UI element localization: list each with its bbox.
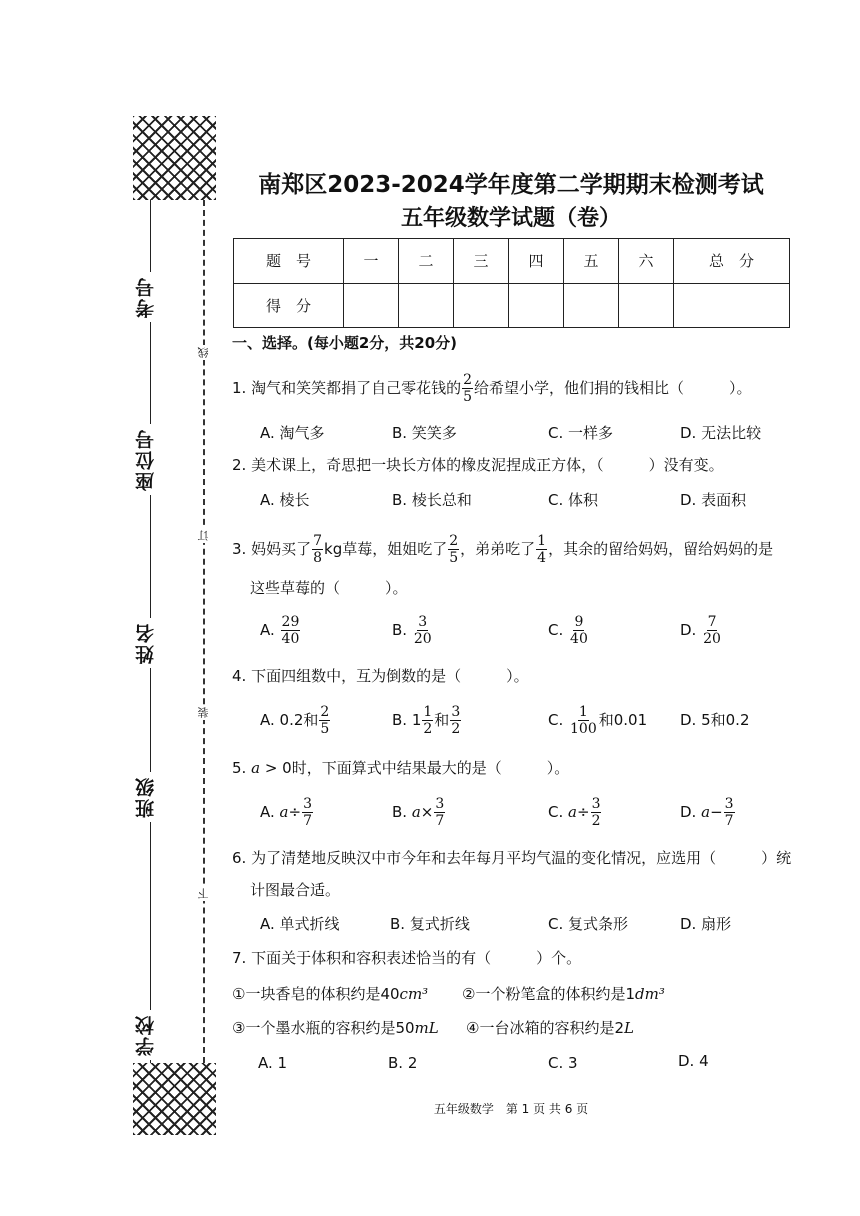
- fraction-numerator: 3: [418, 614, 428, 630]
- q5-option-c[interactable]: [548, 796, 602, 829]
- q5-option-a[interactable]: [260, 796, 314, 829]
- q7-item-4: [466, 1018, 634, 1038]
- question-1: [232, 372, 792, 405]
- q4-option-d[interactable]: D. 5和0.2: [680, 711, 750, 729]
- fraction-denominator: 5: [463, 389, 473, 405]
- score-table-header-row: [234, 239, 790, 284]
- item-text: ③一个墨水瓶的容积约是50: [232, 1019, 415, 1037]
- item-unit: mL: [414, 1019, 439, 1037]
- q3-option-d[interactable]: [680, 614, 723, 647]
- q2-option-d[interactable]: D. 表面积: [680, 491, 747, 509]
- question-6: 6. 为了清楚地反映汉中市今年和去年每月平均气温的变化情况，应选用（ ）统: [232, 849, 792, 867]
- seat-number-label: 座位号: [132, 424, 166, 495]
- q7-item-3: [232, 1018, 439, 1038]
- item-unit: L: [624, 1019, 634, 1037]
- fraction: [413, 614, 433, 647]
- fraction-numerator: 7: [313, 533, 323, 549]
- q5-number: 5.: [232, 759, 247, 777]
- q5-option-d[interactable]: [680, 796, 736, 829]
- score-cell[interactable]: [619, 283, 674, 328]
- exam-number-label: 考号: [132, 272, 166, 322]
- option-label: A.: [260, 803, 275, 821]
- fraction: [536, 533, 547, 566]
- fraction-denominator: 5: [449, 550, 459, 566]
- variable-a: a: [279, 803, 289, 821]
- fraction-denominator: 40: [570, 631, 588, 647]
- fraction: [312, 533, 323, 566]
- question-3-line-2: 这些草莓的（ ）。: [250, 579, 408, 597]
- fraction: [450, 704, 461, 737]
- fraction-denominator: 2: [423, 721, 433, 737]
- option-label: D.: [680, 803, 697, 821]
- option-label: C.: [548, 803, 564, 821]
- fraction: [569, 614, 589, 647]
- exam-title: 南郑区2023-2024学年度第二学期期末检测考试: [258, 172, 764, 198]
- fraction-denominator: 100: [570, 721, 597, 737]
- fraction-numerator: 1: [537, 533, 547, 549]
- class-label: 班级: [132, 772, 166, 822]
- fraction-denominator: 7: [435, 813, 445, 829]
- q7-item-2: [462, 984, 665, 1004]
- binding-mark-staple: 订: [197, 530, 210, 541]
- score-cell[interactable]: [454, 283, 509, 328]
- score-cell[interactable]: [509, 283, 564, 328]
- fraction-numerator: 1: [578, 704, 588, 720]
- fraction-numerator: 3: [451, 704, 461, 720]
- q4-option-a[interactable]: [260, 704, 331, 737]
- fraction-numerator: 2: [449, 533, 459, 549]
- q6-option-d[interactable]: D. 扇形: [680, 915, 732, 933]
- q2-option-b[interactable]: B. 棱长总和: [392, 491, 472, 509]
- q5-text: > 0时，下面算式中结果最大的是（ ）。: [260, 759, 570, 777]
- option-text: 和0.01: [598, 711, 648, 729]
- fraction-numerator: 29: [281, 614, 300, 630]
- fraction: [302, 796, 313, 829]
- fraction: [422, 704, 433, 737]
- item-unit: dm³: [635, 985, 665, 1003]
- fraction-denominator: 4: [537, 550, 547, 566]
- q3-option-a[interactable]: [260, 614, 301, 647]
- operator: ÷: [288, 803, 302, 821]
- item-text: ②一个粉笔盒的体积约是1: [462, 985, 635, 1003]
- question-6-line-2: 计图最合适。: [250, 881, 341, 899]
- q6-option-b[interactable]: B. 复式折线: [390, 915, 470, 933]
- option-label: B.: [392, 621, 408, 639]
- item-text: ①一块香皂的体积约是40: [232, 985, 400, 1003]
- variable-a: a: [411, 803, 421, 821]
- q3-option-b[interactable]: [392, 614, 434, 647]
- fraction: [319, 704, 330, 737]
- operator: −: [710, 803, 723, 821]
- score-cell[interactable]: [674, 283, 790, 328]
- question-5: [232, 758, 792, 778]
- fraction-numerator: 3: [591, 796, 601, 812]
- q3-text-2: kg草莓，姐姐吃了: [324, 540, 448, 558]
- question-7: 7. 下面关于体积和容积表述恰当的有（ ）个。: [232, 949, 582, 967]
- q3-option-c[interactable]: [548, 614, 590, 647]
- q1-text-post: 给希望小学，他们捐的钱相比（ ）。: [474, 379, 752, 397]
- fraction-numerator: 2: [320, 704, 330, 720]
- fraction-denominator: 20: [413, 631, 432, 647]
- fraction-denominator: 2: [591, 813, 601, 829]
- q7-option-d[interactable]: D. 4: [678, 1052, 709, 1070]
- q7-option-b[interactable]: B. 2: [388, 1054, 418, 1072]
- option-label: C.: [548, 621, 564, 639]
- score-cell[interactable]: [564, 283, 619, 328]
- question-2: 2. 美术课上，奇思把一块长方体的橡皮泥捏成正方体，（ ）没有变。: [232, 456, 724, 474]
- score-cell[interactable]: [399, 283, 454, 328]
- q2-option-a[interactable]: A. 棱长: [260, 491, 310, 509]
- fraction-numerator: 2: [463, 372, 473, 388]
- operator: ×: [420, 803, 434, 821]
- fraction: [724, 796, 735, 829]
- option-text: B. 1: [392, 711, 422, 729]
- score-header-cell: 三: [454, 239, 509, 284]
- operator: ÷: [576, 803, 590, 821]
- fraction-denominator: 40: [281, 631, 300, 647]
- fraction-denominator: 7: [303, 813, 312, 829]
- q2-option-c[interactable]: C. 体积: [548, 491, 599, 509]
- q7-option-c[interactable]: C. 3: [548, 1054, 578, 1072]
- score-header-cell: 四: [509, 239, 564, 284]
- fraction-numerator: 1: [423, 704, 433, 720]
- binding-mark-bind: 装: [197, 707, 210, 718]
- q3-text-4: ，其余的留给妈妈，留给妈妈的是: [548, 540, 774, 558]
- name-label: 姓名: [132, 618, 166, 668]
- binding-hatch-top: [133, 116, 216, 200]
- fraction-numerator: 7: [707, 614, 717, 630]
- score-table-score-row: [234, 283, 790, 328]
- score-header-cell: 一: [344, 239, 399, 284]
- q7-item-1: [232, 984, 428, 1004]
- score-header-cell: 二: [399, 239, 454, 284]
- q4-option-b[interactable]: [392, 704, 462, 737]
- option-label: A.: [260, 621, 275, 639]
- q3-text-3: ，弟弟吃了: [460, 540, 536, 558]
- fraction: [569, 704, 598, 737]
- fraction: [448, 533, 459, 566]
- score-table: [233, 238, 790, 328]
- binding-hatch-bottom: [133, 1063, 216, 1135]
- score-header-cell: 六: [619, 239, 674, 284]
- score-header-cell: 题 号: [234, 239, 344, 284]
- fraction-numerator: 3: [724, 796, 734, 812]
- q7-option-a[interactable]: A. 1: [258, 1054, 288, 1072]
- page-footer: 五年级数学 第 1 页 共 6 页: [433, 1102, 589, 1116]
- q4-option-c[interactable]: [548, 704, 647, 737]
- variable-a: a: [251, 759, 261, 777]
- item-text: ④一台冰箱的容积约是2: [466, 1019, 624, 1037]
- binding-mark-line: 线: [197, 347, 210, 358]
- variable-a: a: [568, 803, 577, 821]
- option-text: A. 0.2和: [260, 711, 319, 729]
- fraction: [281, 614, 301, 647]
- item-unit: cm³: [399, 985, 429, 1003]
- q1-option-b[interactable]: B. 笑笑多: [392, 424, 457, 442]
- fraction: [702, 614, 722, 647]
- variable-a: a: [701, 803, 711, 821]
- option-label: B.: [392, 803, 408, 821]
- fraction-denominator: 20: [703, 631, 721, 647]
- fraction: [462, 372, 473, 405]
- exam-subtitle: 五年级数学试题（卷）: [400, 206, 621, 231]
- option-text: 和: [434, 711, 450, 729]
- q6-option-a[interactable]: A. 单式折线: [260, 915, 340, 933]
- fraction-numerator: 9: [574, 614, 584, 630]
- q1-option-a[interactable]: A. 淘气多: [260, 424, 325, 442]
- question-3: [232, 533, 792, 566]
- fraction-denominator: 5: [320, 721, 330, 737]
- q1-option-d[interactable]: D. 无法比较: [680, 424, 762, 442]
- fraction-numerator: 3: [303, 796, 312, 812]
- fraction-denominator: 8: [313, 550, 323, 566]
- fraction: [434, 796, 445, 829]
- fraction-numerator: 3: [435, 796, 445, 812]
- score-row-label: 得 分: [234, 283, 344, 328]
- q1-option-c[interactable]: C. 一样多: [548, 424, 614, 442]
- q3-text-1: 3. 妈妈买了: [232, 540, 312, 558]
- fraction-denominator: 2: [451, 721, 461, 737]
- q1-text-pre: 1. 淘气和笑笑都捐了自己零花钱的: [232, 379, 462, 397]
- question-4: 4. 下面四组数中，互为倒数的是（ ）。: [232, 667, 529, 685]
- score-header-cell: 五: [564, 239, 619, 284]
- school-label: 学校: [132, 1010, 166, 1060]
- binding-dashed-line: [203, 200, 205, 1063]
- binding-mark-below: 下: [197, 888, 210, 899]
- score-cell[interactable]: [344, 283, 399, 328]
- option-label: D.: [680, 621, 697, 639]
- q6-option-c[interactable]: C. 复式条形: [548, 915, 629, 933]
- q5-option-b[interactable]: [392, 796, 446, 829]
- fraction: [591, 796, 602, 829]
- option-text: C.: [548, 711, 569, 729]
- fraction-denominator: 7: [724, 813, 734, 829]
- score-header-cell: 总 分: [674, 239, 790, 284]
- section-heading: 一、选择。(每小题2分，共20分): [232, 334, 458, 352]
